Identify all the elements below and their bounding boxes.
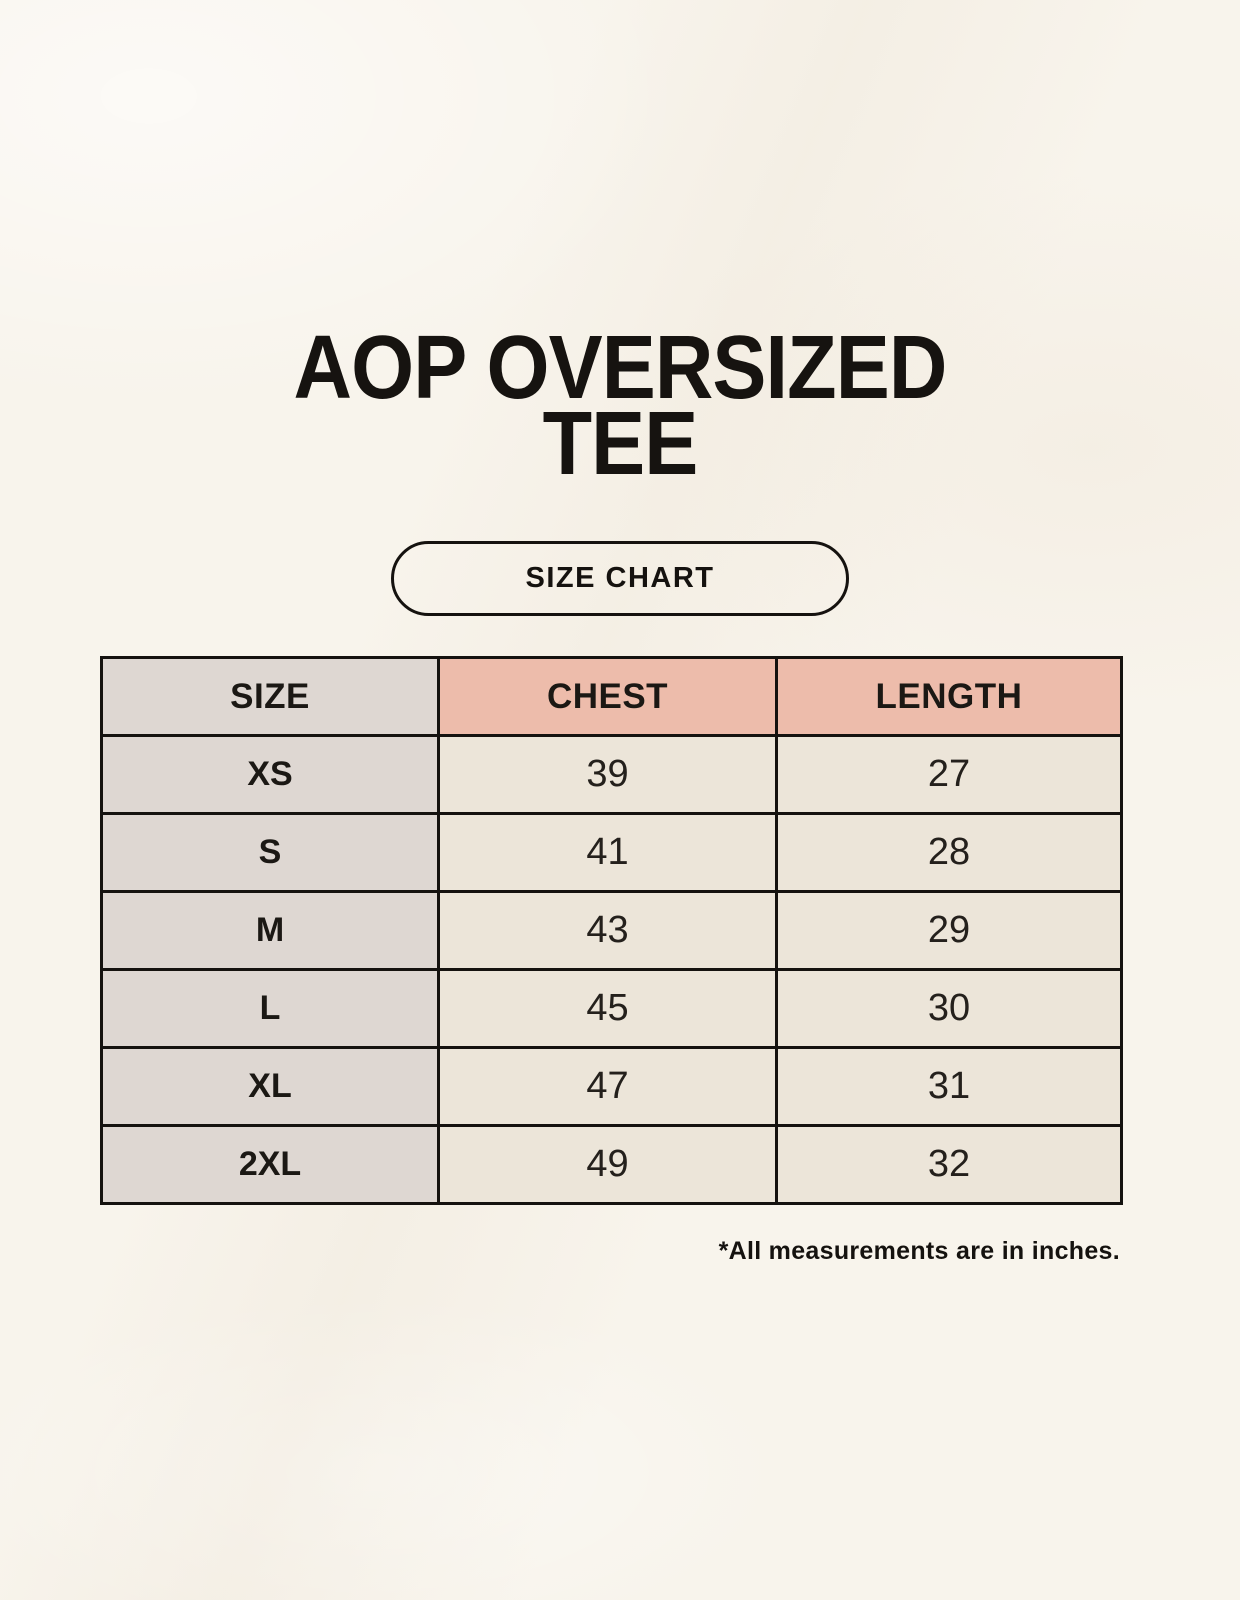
length-cell: 27 [777, 736, 1122, 814]
column-header-length: LENGTH [777, 658, 1122, 736]
length-cell: 31 [777, 1048, 1122, 1126]
chest-cell: 41 [439, 814, 777, 892]
column-header-size: SIZE [102, 658, 439, 736]
chest-cell: 45 [439, 970, 777, 1048]
table-row [102, 1126, 1122, 1204]
length-cell: 32 [777, 1126, 1122, 1204]
size-cell: XS [102, 736, 439, 814]
table-row [102, 892, 1122, 970]
column-header-chest: CHEST [439, 658, 777, 736]
product-title [62, 318, 1178, 494]
table-row [102, 814, 1122, 892]
length-cell: 28 [777, 814, 1122, 892]
measurements-footnote: *All measurements are in inches. [718, 1237, 1120, 1265]
size-chart-table [100, 656, 1123, 1205]
size-cell: L [102, 970, 439, 1048]
table-row [102, 1048, 1122, 1126]
table-header-row [102, 658, 1122, 736]
table-row [102, 736, 1122, 814]
product-title-line-2: TEE [542, 394, 698, 494]
length-cell: 29 [777, 892, 1122, 970]
chest-cell: 47 [439, 1048, 777, 1126]
size-chart-badge [391, 541, 849, 616]
size-chart-badge-label: SIZE CHART [525, 562, 715, 594]
chest-cell: 49 [439, 1126, 777, 1204]
size-cell: M [102, 892, 439, 970]
table-row [102, 970, 1122, 1048]
size-cell: XL [102, 1048, 439, 1126]
size-cell: 2XL [102, 1126, 439, 1204]
chest-cell: 43 [439, 892, 777, 970]
size-cell: S [102, 814, 439, 892]
length-cell: 30 [777, 970, 1122, 1048]
chest-cell: 39 [439, 736, 777, 814]
product-title-line-1: AOP OVERSIZED [293, 318, 947, 418]
